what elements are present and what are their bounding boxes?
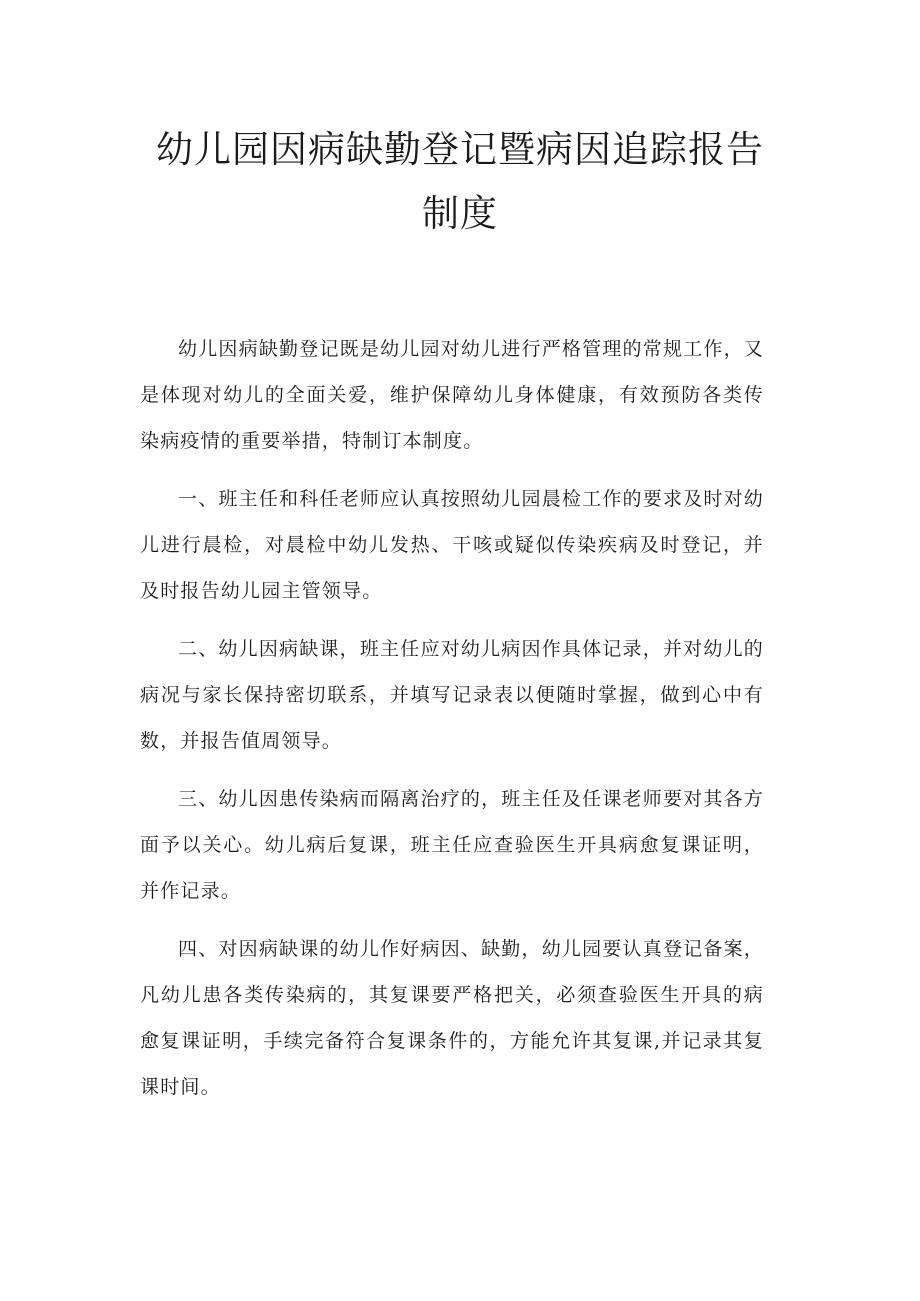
- paragraph-clause-3: 三、幼儿因患传染病而隔离治疗的，班主任及任课老师要对其各方面予以关心。幼儿病后复课，班主任应查验医生开具病愈复课证明，并作记录。: [140, 788, 764, 902]
- paragraph-intro: 幼儿因病缺勤登记既是幼儿园对幼儿进行严格管理的常规工作，又是体现对幼儿的全面关爱，维护保障幼儿身体健康，有效预防各类传染病疫情的重要举措，特制订本制度。: [140, 338, 764, 452]
- paragraph-clause-4: 四、对因病缺课的幼儿作好病因、缺勤，幼儿园要认真登记备案，凡幼儿患各类传染病的，其复课要严格把关，必须查验医生开具的病愈复课证明，手续完备符合复课条件的，方能允许其复课,并记录其复课时间。: [140, 938, 764, 1098]
- paragraph-clause-2: 二、幼儿因病缺课，班主任应对幼儿病因作具体记录，并对幼儿的病况与家长保持密切联系，并填写记录表以便随时掌握，做到心中有数，并报告值周领导。: [140, 638, 764, 752]
- paragraph-clause-1: 一、班主任和科任老师应认真按照幼儿园晨检工作的要求及时对幼儿进行晨检，对晨检中幼儿发热、干咳或疑似传染疾病及时登记，并及时报告幼儿园主管领导。: [140, 488, 764, 602]
- document-body: [140, 326, 764, 1122]
- title-line-1: 幼儿园因病缺勤登记暨病因追踪报告: [156, 128, 764, 171]
- title-line-2: 制度: [422, 192, 498, 235]
- document-title: [130, 118, 790, 246]
